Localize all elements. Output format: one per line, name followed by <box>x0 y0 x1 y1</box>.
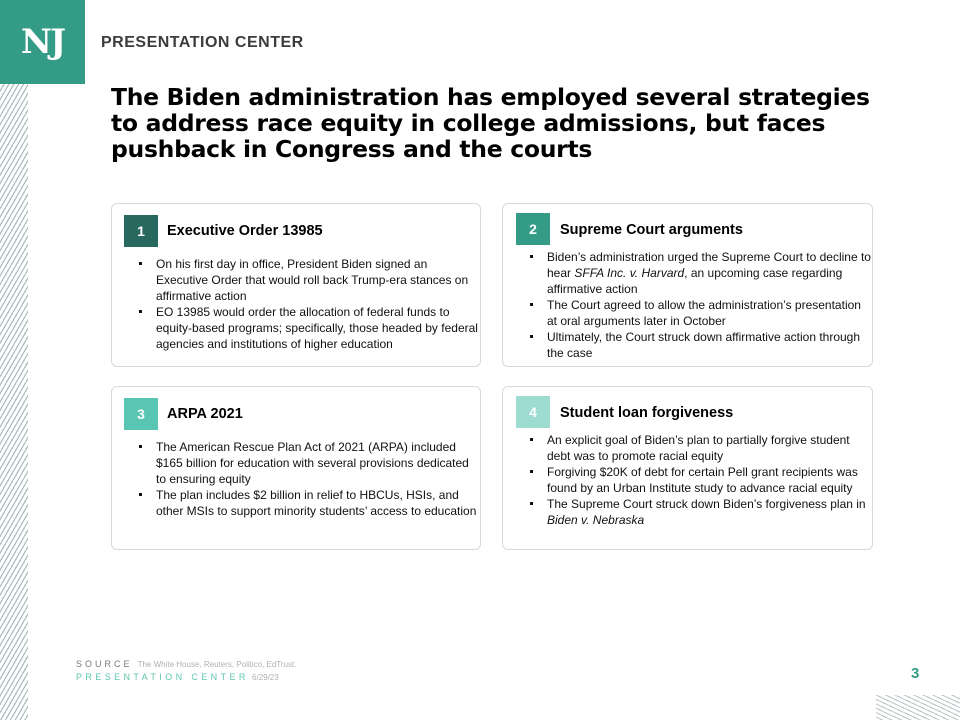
card-executive-order <box>111 203 481 367</box>
bullet-item: The Supreme Court struck down Biden’s forgiveness plan in Biden v. Nebraska <box>528 496 872 528</box>
bullet-item: Ultimately, the Court struck down affirmative action through the case <box>528 329 872 361</box>
card-number-badge: 4 <box>516 396 550 428</box>
case-name: SFFA Inc. v. Harvard <box>574 266 685 280</box>
card-heading: Student loan forgiveness <box>560 405 734 421</box>
presentation-center-label: PRESENTATION CENTER <box>76 672 249 682</box>
logo-text: NJ <box>20 22 65 62</box>
bullet-list <box>528 432 872 528</box>
card-supreme-court <box>502 203 873 367</box>
bullet-item: The Court agreed to allow the administration’s presentation at oral arguments later in October <box>528 297 872 329</box>
source-label: SOURCE <box>76 659 133 669</box>
card-heading: Supreme Court arguments <box>560 222 743 238</box>
bullet-list <box>137 439 480 519</box>
card-heading: ARPA 2021 <box>167 406 243 422</box>
card-arpa <box>111 386 481 550</box>
card-student-loan <box>502 386 873 550</box>
presentation-center-line <box>76 672 279 682</box>
card-number-badge: 2 <box>516 213 550 245</box>
card-number-badge: 3 <box>124 398 158 430</box>
card-heading: Executive Order 13985 <box>167 223 323 239</box>
bullet-item: The plan includes $2 billion in relief to HBCUs, HSIs, and other MSIs to support minority students’ access to education <box>137 487 480 519</box>
decorative-hatch-bottom-right <box>876 695 960 720</box>
card-number-badge: 1 <box>124 215 158 247</box>
page-number: 3 <box>911 665 920 682</box>
bullet-item: The American Rescue Plan Act of 2021 (ARPA) included $165 billion for education with several provisions dedicated to ensuring equity <box>137 439 480 487</box>
bullet-list <box>137 256 480 352</box>
nj-logo <box>0 0 85 84</box>
bullet-item: Forgiving $20K of debt for certain Pell grant recipients was found by an Urban Institute study to advance racial equity <box>528 464 872 496</box>
slide-title: The Biden administration has employed several strategies to address race equity in college admissions, but faces pushback in Congress and the courts <box>111 83 870 163</box>
bullet-item: EO 13985 would order the allocation of federal funds to equity-based programs; specifically, those headed by federal agencies and institutions of higher education <box>137 304 480 352</box>
bullet-list <box>528 249 872 361</box>
bullet-item: On his first day in office, President Biden signed an Executive Order that would roll back Trump-era stances on affirmative action <box>137 256 480 304</box>
source-text: The White House, Reuters, Politico, EdTrust. <box>137 660 297 669</box>
bullet-item: An explicit goal of Biden’s plan to partially forgive student debt was to promote racial equity <box>528 432 872 464</box>
decorative-stripe-left <box>0 84 28 720</box>
date: 6/29/23 <box>252 673 279 682</box>
bullet-item: Biden’s administration urged the Supreme Court to decline to hear SFFA Inc. v. Harvard, an upcoming case regarding affirmative action <box>528 249 872 297</box>
brand-label: PRESENTATION CENTER <box>101 34 304 51</box>
source-line <box>76 659 296 669</box>
case-name: Biden v. Nebraska <box>547 513 645 527</box>
